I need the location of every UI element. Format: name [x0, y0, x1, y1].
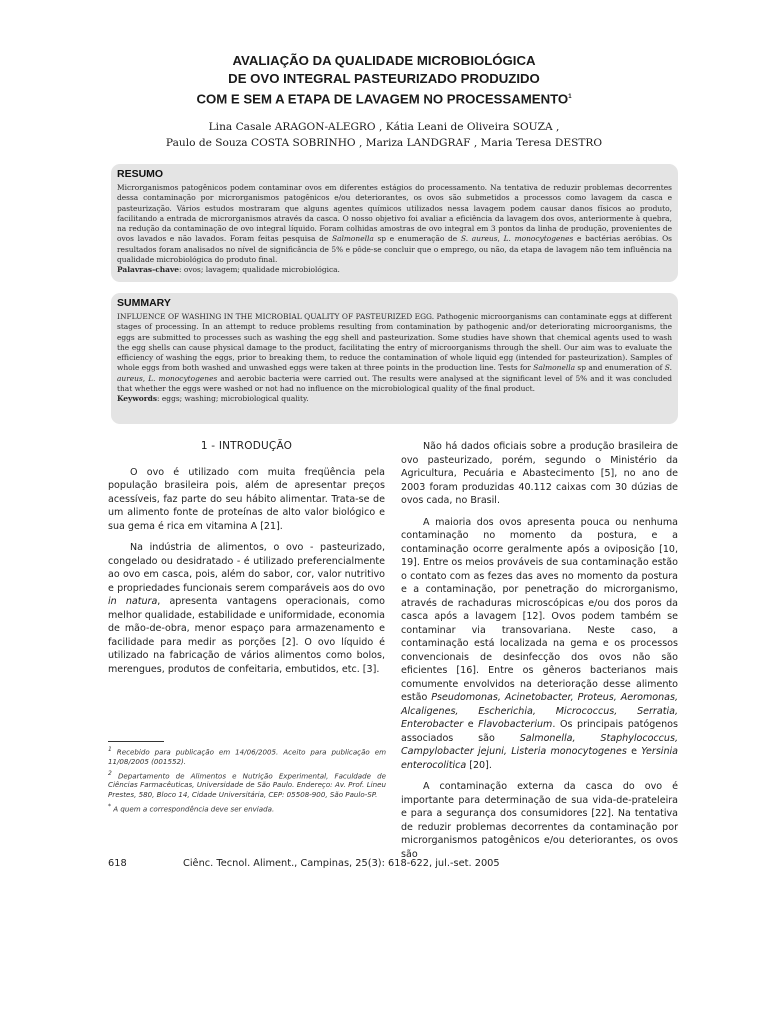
article-title: [100, 52, 668, 108]
right-paragraph-1: Não há dados oficiais sobre a produção brasileira de ovo pasteurizado, porém, segundo o Ministério da Agricultura, Pecuária e Abastecimento [5], no ano de 2003 foram produzidas 40.112 caixas com 30 dúzias de ovos cada, no Brasil.: [401, 441, 678, 506]
summary-keywords: Keywords: eggs; washing; microbiological quality.: [117, 394, 309, 404]
right-paragraph-2: A maioria dos ovos apresenta pouca ou nenhuma contaminação no momento da postura, e a contaminação ocorre geralmente após a oviposição [10, 19]. Entre os meios prováveis de sua contaminação estão o contato com as fezes das aves no momento da postura e a contaminação, por penetração do microrganismo, através de rachaduras microscópicas e/ou dos poros da casca após a lavagem [12]. Ovos podem também se contaminar via transovariana. Neste caso, a contaminação está localizada na gema e os processos convencionais de desinfecção dos ovos não são eficientes [16]. Entre os gêneros bacterianos mais comumente envolvidos na deterioração desse alimento estão Pseudomonas, Acinetobacter, Proteus, Aeromonas, Alcaligenes, Escherichia, Micrococcus, Serratia, Enterobacter e Flavobacterium. Os principais patógenos associados são Salmonella, Staphylococcus, Campylobacter jejuni, Listeria monocytogenes e Yersinia enterocolitica [20].: [401, 516, 678, 771]
title-line-2: DE OVO INTEGRAL PASTEURIZADO PRODUZIDO: [228, 71, 540, 86]
summary-box: [111, 293, 678, 424]
resumo-box: [111, 164, 678, 282]
footnote-1: $^1$ Recebido para publicação em 14/06/2005. Aceito para publicação em 11/08/2005 (001552).: [108, 746, 386, 766]
title-line-1: AVALIAÇÃO DA QUALIDADE MICROBIOLÓGICA: [232, 53, 536, 68]
resumo-heading: RESUMO: [117, 168, 164, 180]
authors-line-2: Paulo de Souza COSTA SOBRINHO , Mariza LANDGRAF , Maria Teresa DESTRO: [165, 137, 603, 149]
left-paragraph-2: Na indústria de alimentos, o ovo - pasteurizado, congelado ou desidratado - é utilizado preferencialmente ao ovo em casca, pois, além do sabor, cor, valor nutritivo e propriedades funcionais serem comparáveis aos do ovo in natura, apresenta vantagens operacionais, como melhor qualidade, estabilidade e uniformidade, economia de mão-de-obra, menor espaço para armazenamento e facilidade para medir as porções [2]. O ovo líquido é utilizado na fabricação de vários alimentos como bolos, merengues, produtos de confeitaria, embutidos, etc. [3].: [108, 542, 385, 675]
footnote-3: * A quem a correspondência deve ser enviada.: [108, 802, 275, 814]
title-line-3: COM E SEM A ETAPA DE LAVAGEM NO PROCESSAMENTO$^1$: [196, 91, 572, 107]
resumo-body: Microrganismos patogênicos podem contaminar ovos em diferentes estágios do processamento. Na tentativa de reduzir problemas decorrentes dessa contaminação por microrganismos patogênicos e/ou deteriorantes, os ovos são submetidos a processos como lavagem da casca e pasteurização. Vários estudos mostraram que alguns agentes químicos utilizados nessa lavagem podem causar danos físicos ao produto, facilitando a entrada de microrganismos através da casca. O nosso objetivo foi avaliar a eficiência da lavagem dos ovos, anteriormente à quebra, na redução da contaminação de ovo integral líquido. Foram colhidas amostras de ovo integral em 3 pontos da linha de produção, provenientes de ovos lavados e não lavados. Foram feitas pesquisa de Salmonella sp e enumeração de S. aureus, L. monocytogenes e bactérias aeróbias. Os resultados foram analisados no nível de significância de 5% e pôde-se concluir que o emprego, ou não, da etapa de lavagem não tem influência na qualidade microbiológica do produto final.: [117, 183, 672, 265]
footnotes: [108, 745, 386, 816]
resumo-keywords: Palavras-chave: ovos; lavagem; qualidade microbiológica.: [117, 265, 340, 275]
footnote-divider: [108, 741, 164, 742]
footnote-2: $^2$ Departamento de Alimentos e Nutrição Experimental, Faculdade de Ciências Farmacêuticas, Universidade de São Paulo. Endereço: Av. Prof. Lineu Prestes, 580, Bloco 14, Cidade Universitária, CEP: 05508-900, São Paulo-SP.: [108, 769, 386, 799]
summary-heading: SUMMARY: [117, 297, 171, 309]
summary-body: INFLUENCE OF WASHING IN THE MICROBIAL QUALITY OF PASTEURIZED EGG. Pathogenic microorganisms can contaminate eggs at different stages of processing. In an attempt to reduce problems resulting from contamination by pathogenic and/or deteriorating microorganisms, the eggs are submitted to processes such as washing the egg shell and pasteurization. Some studies have shown that chemical agents used to wash the egg shells can cause physical damage to the product, facilitating the entry of microorganisms through the shell. Our aim was to evaluate the efficiency of washing the eggs, prior to breaking them, to reduce the contamination of whole liquid egg (intended for pasteurization). Samples of whole eggs from both washed and unwashed eggs were taken at three points in the production line. Tests for Salmonella sp and enumeration of S. aureus, L. monocytogenes and aerobic bacteria were carried out. The results were analysed at the significant level of 5% and it was concluded that whether the eggs were washed or not had no influence on the microbiological quality of the final product.: [117, 312, 672, 394]
left-paragraph-1: O ovo é utilizado com muita freqüência pela população brasileira pois, além de apresentar preços acessíveis, faz parte do seu hábito alimentar. Trata-se de um alimento fonte de proteínas de alto valor biológico e sua gema é rica em vitamina A [21].: [108, 466, 385, 532]
page-number: 618: [108, 858, 127, 869]
right-column: [401, 440, 678, 869]
left-column: [108, 440, 385, 684]
journal-citation: Ciênc. Tecnol. Aliment., Campinas, 25(3): 618-622, jul.-set. 2005: [183, 858, 500, 869]
author-list: [100, 119, 668, 151]
right-paragraph-3: A contaminação externa da casca do ovo é importante para determinação de sua vida-de-prateleira e para a segurança dos consumidores [22]. Na tentativa de reduzir problemas decorrentes da contaminação por microrganismos patogênicos e/ou deteriorantes, os ovos são: [401, 781, 678, 860]
section-heading-introducao: 1 - INTRODUÇÃO: [200, 440, 293, 452]
authors-line-1: Lina Casale ARAGON-ALEGRO , Kátia Leani de Oliveira SOUZA ,: [208, 121, 560, 133]
